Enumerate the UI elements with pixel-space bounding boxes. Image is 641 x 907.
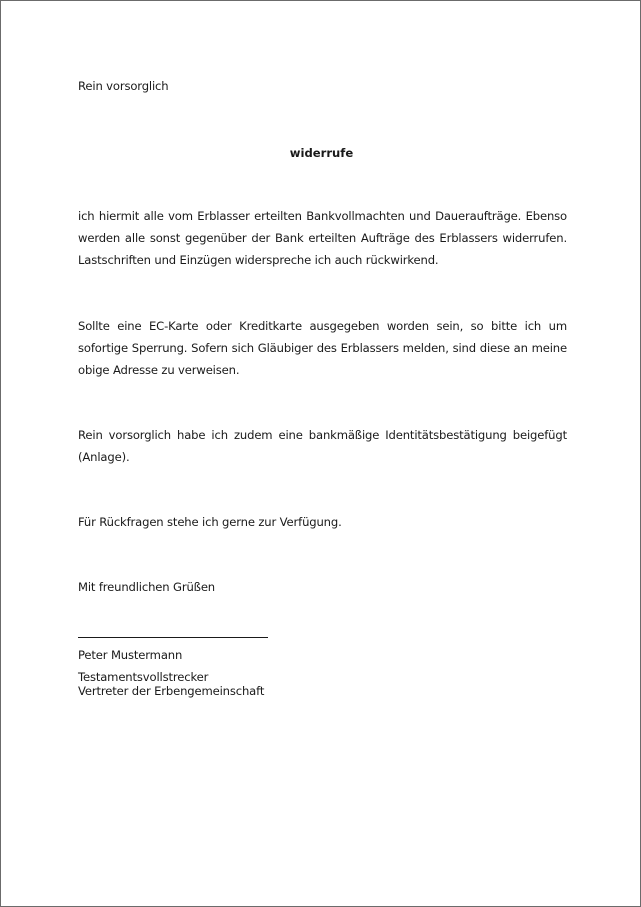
- heading-widerrufe: widerrufe: [289, 146, 354, 160]
- signature-line: [78, 637, 268, 638]
- paragraph-card-blocking: Sollte eine EC-Karte oder Kreditkarte ausgegeben worden sein, so bitte ich um sofortige Sperrung. Sofern sich Gläubiger des Erblassers melden, sind diese an meine obige Adresse zu verweisen.: [78, 319, 567, 377]
- paragraph-revocation: ich hiermit alle vom Erblasser erteilten Bankvollmachten und Daueraufträge. Ebenso werden alle sonst gegenüber der Bank erteilten Aufträge des Erblassers widerrufen. Lastschriften und Einzügen widerspreche ich auch rückwirkend.: [78, 209, 567, 267]
- paragraph-identity-confirmation: Rein vorsorglich habe ich zudem eine bankmäßige Identitätsbestätigung beigefügt (Anlage).: [78, 428, 567, 464]
- paragraph-questions: Für Rückfragen stehe ich gerne zur Verfügung.: [78, 515, 342, 529]
- signatory-role-executor: Testamentsvollstrecker: [78, 670, 209, 684]
- opening-line: Rein vorsorglich: [78, 79, 169, 93]
- signatory-name: Peter Mustermann: [78, 648, 183, 662]
- signatory-role-representative: Vertreter der Erbengemeinschaft: [78, 684, 265, 698]
- closing-greeting: Mit freundlichen Grüßen: [78, 580, 215, 594]
